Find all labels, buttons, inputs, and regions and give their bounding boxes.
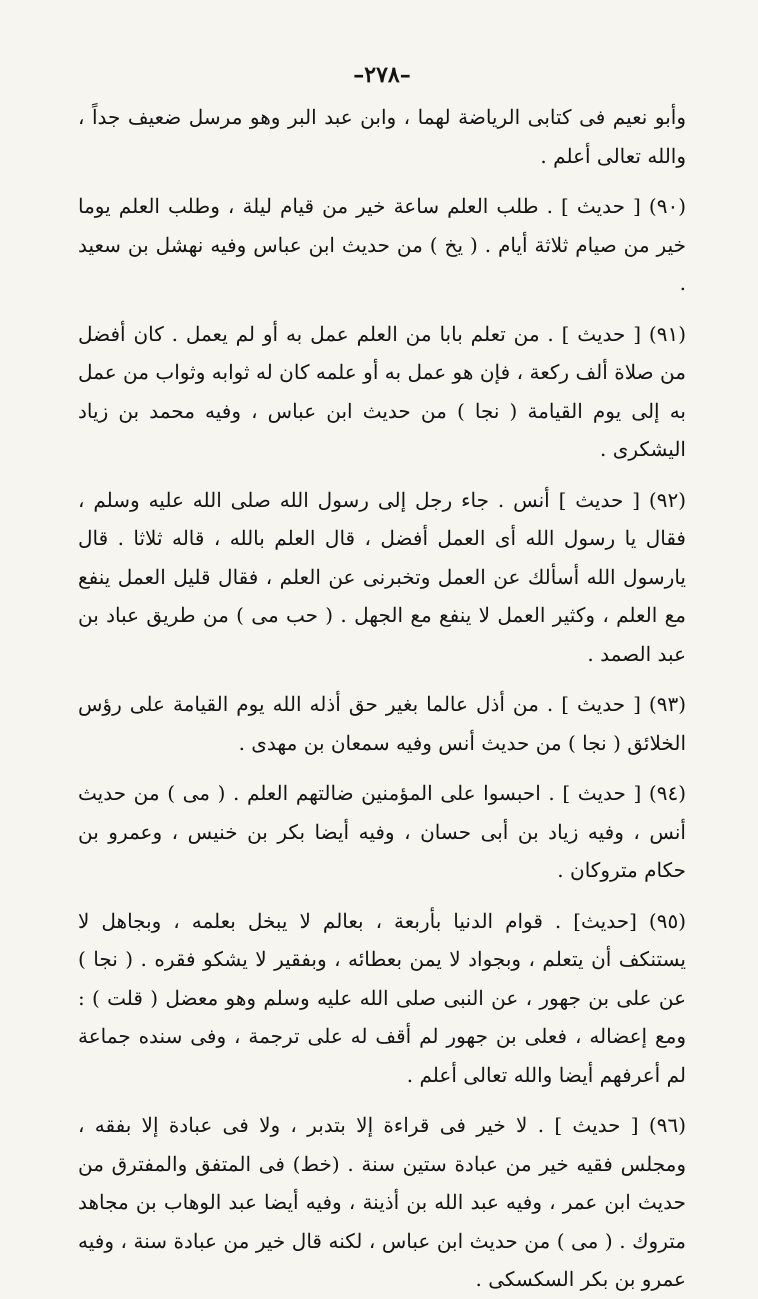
paragraph-continuation: وأبو نعيم فى كتابى الرياضة لهما ، وابن عبد البر وهو مرسل ضعيف جداً ، والله تعالى أعلم . xyxy=(78,105,686,168)
hadith-entry-93: (٩٣) [ حديث ] . من أذل عالما بغير حق أذله الله يوم القيامة على رؤس الخلائق ( نجا ) من حديث أنس وفيه سمعان بن مهدى . xyxy=(78,692,686,755)
hadith-entry-91: (٩١) [ حديث ] . من تعلم بابا من العلم عمل به أو لم يعمل . كان أفضل من صلاة ألف ركعة ، فإن هو عمل به أو علمه كان له ثوابه وثواب من عمل به إلى يوم القيامة ( نجا ) من حديث ابن عباس ، وفيه محمد بن زياد اليشكرى . xyxy=(78,321,686,461)
hadith-entry-92: (٩٢) [ حديث ] أنس . جاء رجل إلى رسول الله صلى الله عليه وسلم ، فقال يا رسول الله أى العمل أفضل ، قال العلم بالله ، قاله ثلاثا . قال يارسول الله أسألك عن العمل وتخبرنى عن العلم ، فقال قليل العمل ينفع مع العلم ، وكثير العمل لا ينفع مع الجهل . ( حب مى ) من طريق عباد بن عبد الصمد . xyxy=(78,487,686,666)
page-body xyxy=(78,98,686,1299)
hadith-entry-96: (٩٦) [ حديث ] . لا خير فى قراءة إلا بتدبر ، ولا فى عبادة إلا بفقه ، ومجلس فقيه خير من عبادة ستين سنة . (خط) فى المتفق والمفترق من حديث ابن عمر ، وفيه عبد الله بن أذينة ، وفيه أيضا عبد الوهاب بن مجاهد متروك . ( مى ) من حديث ابن عباس ، لكنه قال خير من عبادة سنة ، وفيه عمرو بن بكر السكسكى . xyxy=(78,1113,686,1291)
hadith-entry-90: (٩٠) [ حديث ] . طلب العلم ساعة خير من قيام ليلة ، وطلب العلم يوما خير من صيام ثلاثة أيام . ( يخ ) من حديث ابن عباس وفيه نهشل بن سعيد . xyxy=(78,194,686,295)
hadith-entry-94: (٩٤) [ حديث ] . احبسوا على المؤمنين ضالتهم العلم . ( مى ) من حديث أنس ، وفيه زياد بن أبى حسان ، وفيه أيضا بكر بن خنيس ، وعمرو بن حكام متروكان . xyxy=(78,781,686,882)
hadith-entry-95: (٩٥) [حديث] . قوام الدنيا بأربعة ، بعالم لا يبخل بعلمه ، وبجاهل لا يستنكف أن يتعلم ، وبجواد لا يمن بعطائه ، وبفقير لا يشكو فقره . ( نجا ) عن على بن جهور ، عن النبى صلى الله عليه وسلم وهو معضل ( قلت ) : ومع إعضاله ، فعلى بن جهور لم أقف له على ترجمة ، وفى سنده جماعة لم أعرفهم أيضا والله تعالى أعلم . xyxy=(78,908,686,1087)
page-number: –٢٧٨– xyxy=(353,62,411,88)
